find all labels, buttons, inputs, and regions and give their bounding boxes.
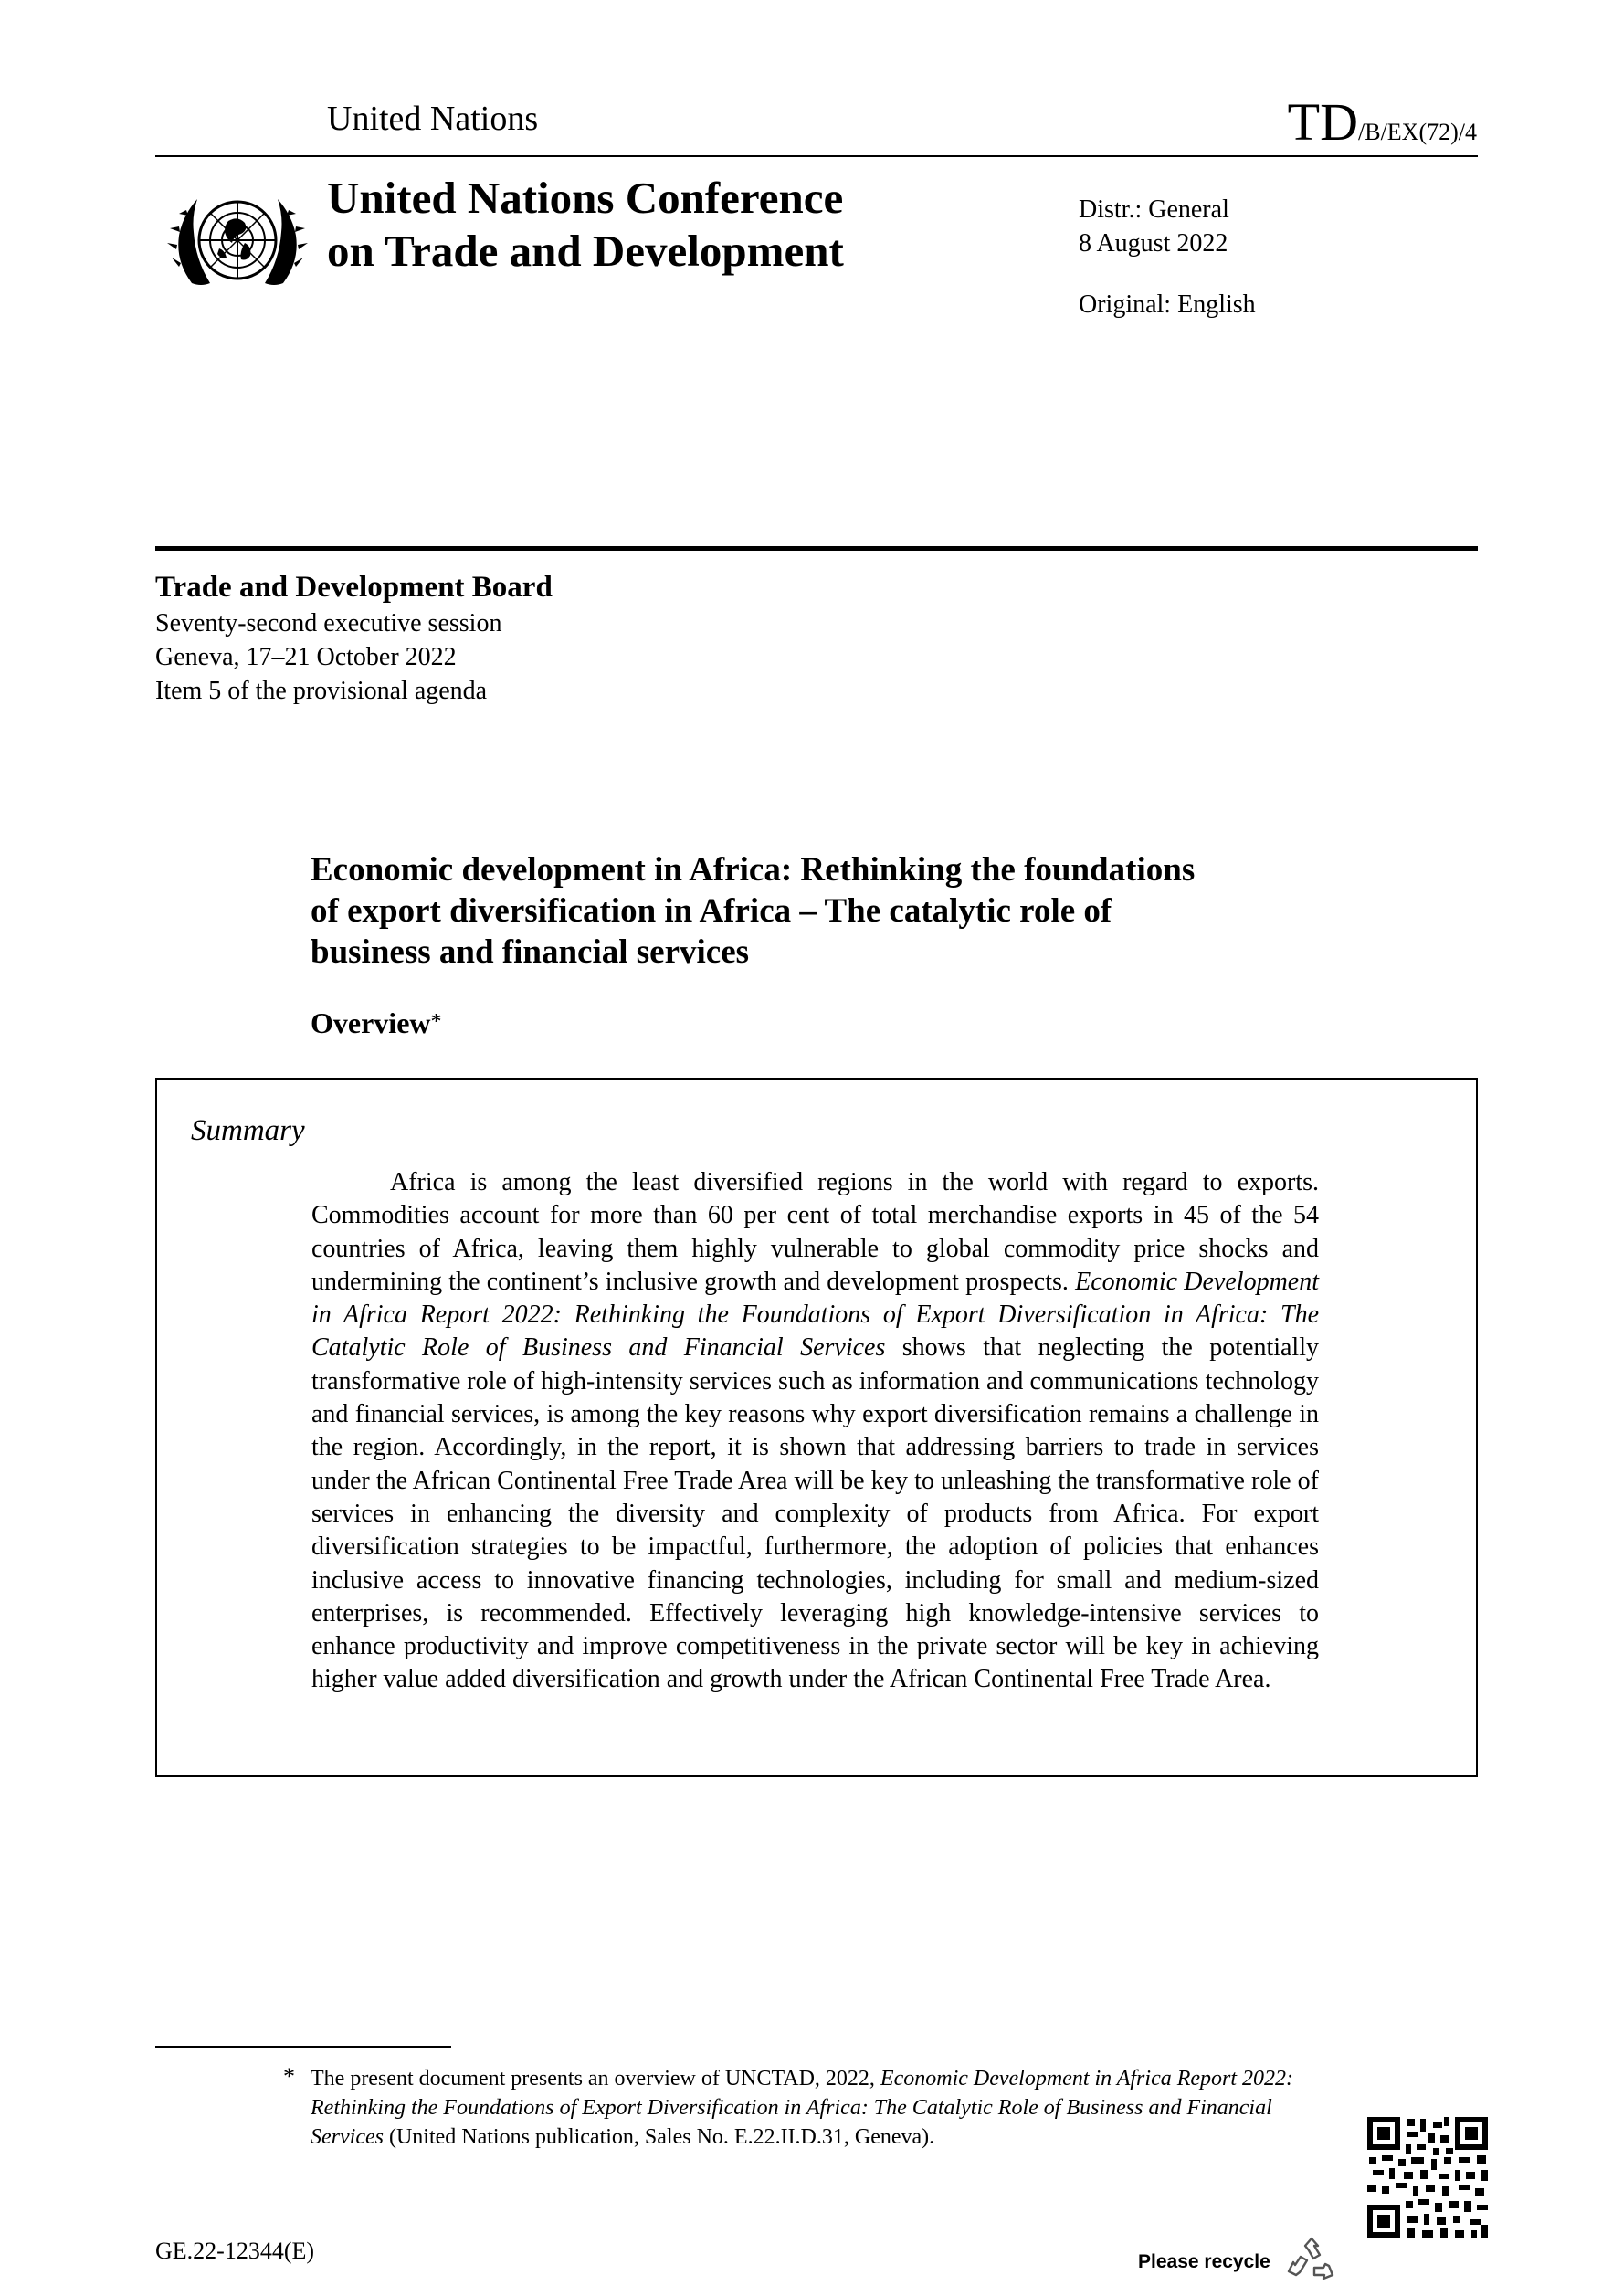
organization-title xyxy=(327,172,844,278)
qr-code-icon xyxy=(1367,2117,1488,2238)
distribution-block xyxy=(1079,193,1229,260)
board-title: Trade and Development Board xyxy=(155,571,553,604)
header-org-name: United Nations xyxy=(327,100,539,138)
footnote-text-part1: The present document presents an overview of UNCTAD, 2022, xyxy=(311,2067,880,2091)
overview-label: Overview xyxy=(311,1006,431,1039)
document-date: 8 August 2022 xyxy=(1079,229,1228,258)
original-language: Original: English xyxy=(1079,290,1256,319)
organization-title-line2: on Trade and Development xyxy=(327,226,844,276)
footnote-body xyxy=(311,2064,1326,2152)
job-number: GE.22-12344(E) xyxy=(155,2238,315,2264)
board-block xyxy=(155,568,553,708)
document-title-line3: business and financial services xyxy=(311,933,750,971)
board-session: Seventy-second executive session xyxy=(155,609,502,637)
section-rule xyxy=(155,546,1478,551)
document-symbol-suffix: /B/EX(72)/4 xyxy=(1358,119,1477,145)
distribution-status: Distr.: General xyxy=(1079,195,1229,224)
footnote-report-title: Economic Development in Africa Report 2022: Rethinking the Foundations of Export Diversification in Africa: The Catalytic Role of Business and Financial Services xyxy=(311,2067,1294,2149)
document-symbol-main: TD xyxy=(1287,92,1358,152)
footnote-mark: * xyxy=(283,2063,295,2090)
recycle-label: Please recycle xyxy=(1138,2251,1270,2272)
recycle-icon xyxy=(1285,2235,1338,2288)
summary-text-part1: Africa is among the least diversified regions in the world with regard to exports. Commodities account for more than 60 per cent of total merchandise exports in 45 of the 54 countries of Africa, leaving them highly vulnerable to global commodity price shocks and undermining the continent’s inclusive growth and development prospects. xyxy=(311,1168,1319,1296)
board-place-date: Geneva, 17–21 October 2022 xyxy=(155,643,457,671)
summary-heading: Summary xyxy=(191,1114,305,1147)
overview-heading xyxy=(311,1006,442,1040)
summary-text xyxy=(311,1166,1319,1697)
board-agenda-item: Item 5 of the provisional agenda xyxy=(155,677,488,705)
document-symbol xyxy=(1288,91,1477,153)
summary-text-part2: shows that neglecting the potentially transformative role of high-intensity services such as information and communications technology and financial services, is among the key reasons why export diversification remains a challenge in the region. Accordingly, in the report, it is shown that addressing barriers to trade in services under the African Continental Free Trade Area will be key to unleashing the transformative role of services in enhancing the diversity and complexity of products from Africa. For export diversification strategies to be impactful, furthermore, the adoption of policies that enhances inclusive access to innovative financing technologies, including for small and medium-sized enterprises, is recommended. Effectively leveraging high knowledge-intensive services to enhance productivity and improve competitiveness in the private sector will be key in achieving higher value added diversification and growth under the African Continental Free Trade Area. xyxy=(311,1333,1319,1694)
header-rule xyxy=(155,155,1478,157)
summary-report-title: Economic Development in Africa Report 2022: Rethinking the Foundations of Export Diversification in Africa: The Catalytic Role of Business and Financial Services xyxy=(311,1267,1319,1363)
document-title-line2: of export diversification in Africa – The catalytic role of xyxy=(311,892,1112,930)
document-title xyxy=(311,849,1361,973)
footnote-rule xyxy=(155,2046,451,2048)
organization-title-line1: United Nations Conference xyxy=(327,173,844,223)
footnote xyxy=(276,2064,1326,2152)
overview-footnote-mark: * xyxy=(430,1010,442,1034)
un-emblem-icon xyxy=(164,175,311,305)
document-title-line1: Economic development in Africa: Rethinking the foundations xyxy=(311,851,1196,889)
footnote-text-part2: (United Nations publication, Sales No. E.22.II.D.31, Geneva). xyxy=(383,2125,935,2149)
